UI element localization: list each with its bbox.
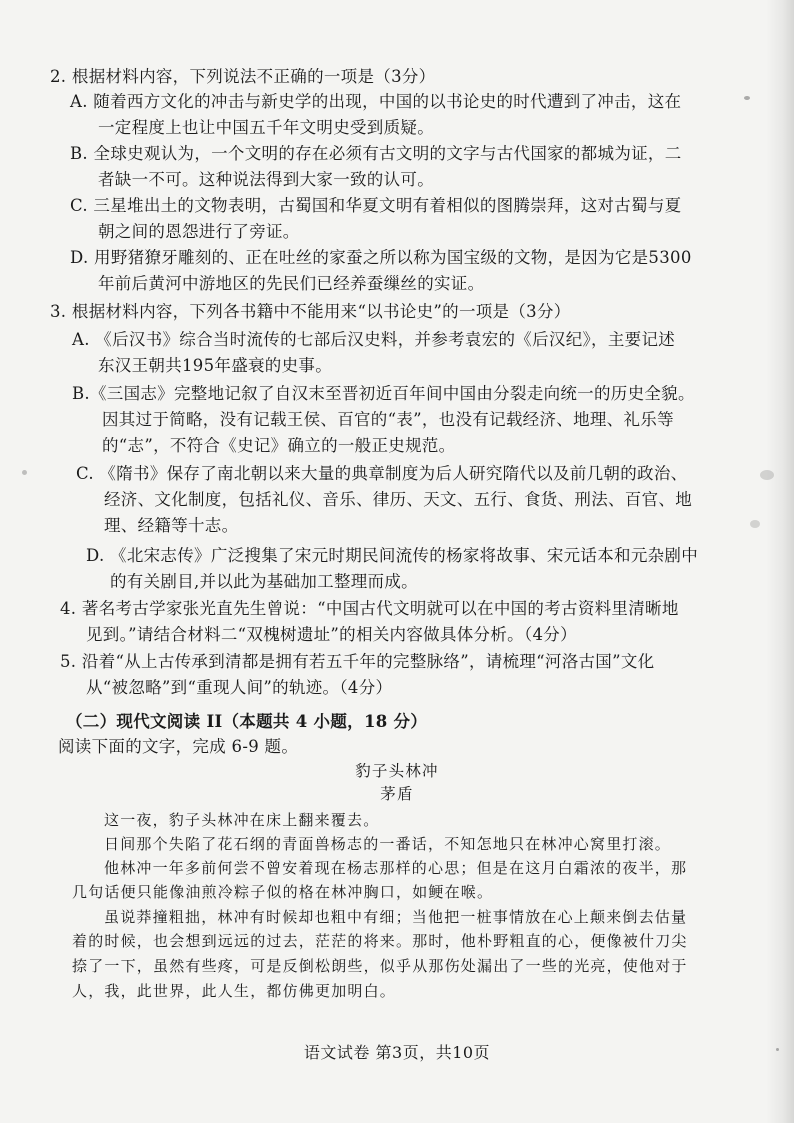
passage-paragraph-4-cont-1: 着的时候，也会想到远远的过去，茫茫的将来。那时，他朴野粗直的心，便像被什刀尖 (72, 932, 688, 950)
question-3-stem: 3. 根据材料内容，下列各书籍中不能用来“以书论史”的一项是（3分） (50, 302, 571, 321)
q3-option-b-cont-1: 因其过于简略，没有记载王侯、百官的“表”，也没有记载经济、地理、礼乐等 (102, 410, 674, 429)
question-4-stem: 4. 著名考古学家张光直先生曾说：“中国古代文明就可以在中国的考古资料里清晰地 (60, 599, 679, 618)
passage-author: 茅盾 (380, 785, 414, 803)
passage-paragraph-4-cont-2: 捺了一下，虽然有些疼，可是反倒松朗些，似乎从那伤处漏出了一些的光亮，使他对于 (72, 957, 688, 975)
passage-paragraph-3-cont: 几句话便只能像油煎冷粽子似的格在林冲胸口，如鲠在喉。 (72, 883, 494, 901)
q3-option-c: C. 《隋书》保存了南北朝以来大量的典章制度为后人研究隋代以及前几朝的政治、 (76, 464, 688, 483)
scan-speck (744, 96, 750, 100)
q2-option-b-cont: 者缺一不可。这种说法得到大家一致的认可。 (98, 170, 434, 189)
scan-speck (760, 470, 774, 480)
q2-option-a-cont: 一定程度上也让中国五千年文明史受到质疑。 (98, 118, 434, 137)
passage-paragraph-2: 日间那个失陷了花石纲的青面兽杨志的一番话，不知怎地只在林冲心窝里打滚。 (104, 835, 672, 853)
q2-option-c-cont: 朝之间的恩怨进行了旁证。 (98, 222, 300, 241)
q3-option-c-cont-1: 经济、文化制度，包括礼仪、音乐、律历、天文、五行、食货、刑法、百官、地 (104, 490, 692, 509)
scan-speck (22, 470, 27, 475)
passage-paragraph-4: 虽说莽撞粗拙，林冲有时候却也粗中有细；当他把一桩事情放在心上颠来倒去估量 (104, 908, 688, 926)
q3-option-b: B.《三国志》完整地记叙了自汉末至晋初近百年间中国由分裂走向统一的历史全貌。 (72, 384, 695, 403)
question-5-stem-cont: 从“被忽略”到“重现人间”的轨迹。（4分） (86, 678, 393, 697)
q2-option-d-cont: 年前后黄河中游地区的先民们已经养蚕缫丝的实证。 (98, 274, 485, 293)
q2-option-d: D. 用野猪獠牙雕刻的、正在吐丝的家蚕之所以称为国宝级的文物，是因为它是5300 (70, 248, 692, 267)
passage-paragraph-3: 他林冲一年多前何尝不曾安着现在杨志那样的心思；但是在这月白霜浓的夜半，那 (104, 859, 688, 877)
q3-option-a-cont: 东汉王朝共195年盛衰的史事。 (98, 356, 332, 375)
q3-option-c-cont-2: 理、经籍等十志。 (104, 516, 239, 535)
q2-option-a: A. 随着西方文化的冲击与新史学的出现，中国的以书论史的时代遭到了冲击，这在 (70, 92, 682, 111)
q2-option-b: B. 全球史观认为，一个文明的存在必须有古文明的文字与古代国家的都城为证，二 (70, 144, 682, 163)
passage-paragraph-4-cont-3: 人，我，此世界，此人生，都仿佛更加明白。 (72, 982, 397, 1000)
page-footer: 语文试卷 第3页，共10页 (303, 1043, 491, 1062)
q3-option-a: A. 《后汉书》综合当时流传的七部后汉史料，并参考袁宏的《后汉纪》，主要记述 (72, 330, 676, 349)
q3-option-d-cont: 的有关剧目,并以此为基础加工整理而成。 (110, 572, 418, 591)
scan-edge-shadow (766, 0, 794, 1123)
passage-title: 豹子头林冲 (355, 762, 439, 780)
question-4-stem-cont: 见到。”请结合材料二“双槐树遗址”的相关内容做具体分析。（4分） (86, 625, 577, 644)
q2-option-c: C. 三星堆出土的文物表明，古蜀国和华夏文明有着相似的图腾崇拜，这对古蜀与夏 (70, 196, 682, 215)
section-2-instruction: 阅读下面的文字，完成 6-9 题。 (58, 737, 299, 756)
section-2-title: （二）现代文阅读 II（本题共 4 小题，18 分） (66, 712, 428, 731)
scan-speck (750, 520, 760, 528)
q3-option-d: D. 《北宋志传》广泛搜集了宋元时期民间流传的杨家将故事、宋元话本和元杂剧中 (86, 546, 699, 565)
scan-speck (776, 1048, 779, 1051)
question-5-stem: 5. 沿着“从上古传承到清都是拥有若五千年的完整脉络”，请梳理“河洛古国”文化 (60, 652, 655, 671)
passage-paragraph-1: 这一夜，豹子头林冲在床上翻来覆去。 (104, 811, 380, 829)
question-2-stem: 2. 根据材料内容，下列说法不正确的一项是（3分） (50, 67, 436, 86)
q3-option-b-cont-2: 的“志”，不符合《史记》确立的一般正史规范。 (102, 436, 456, 455)
